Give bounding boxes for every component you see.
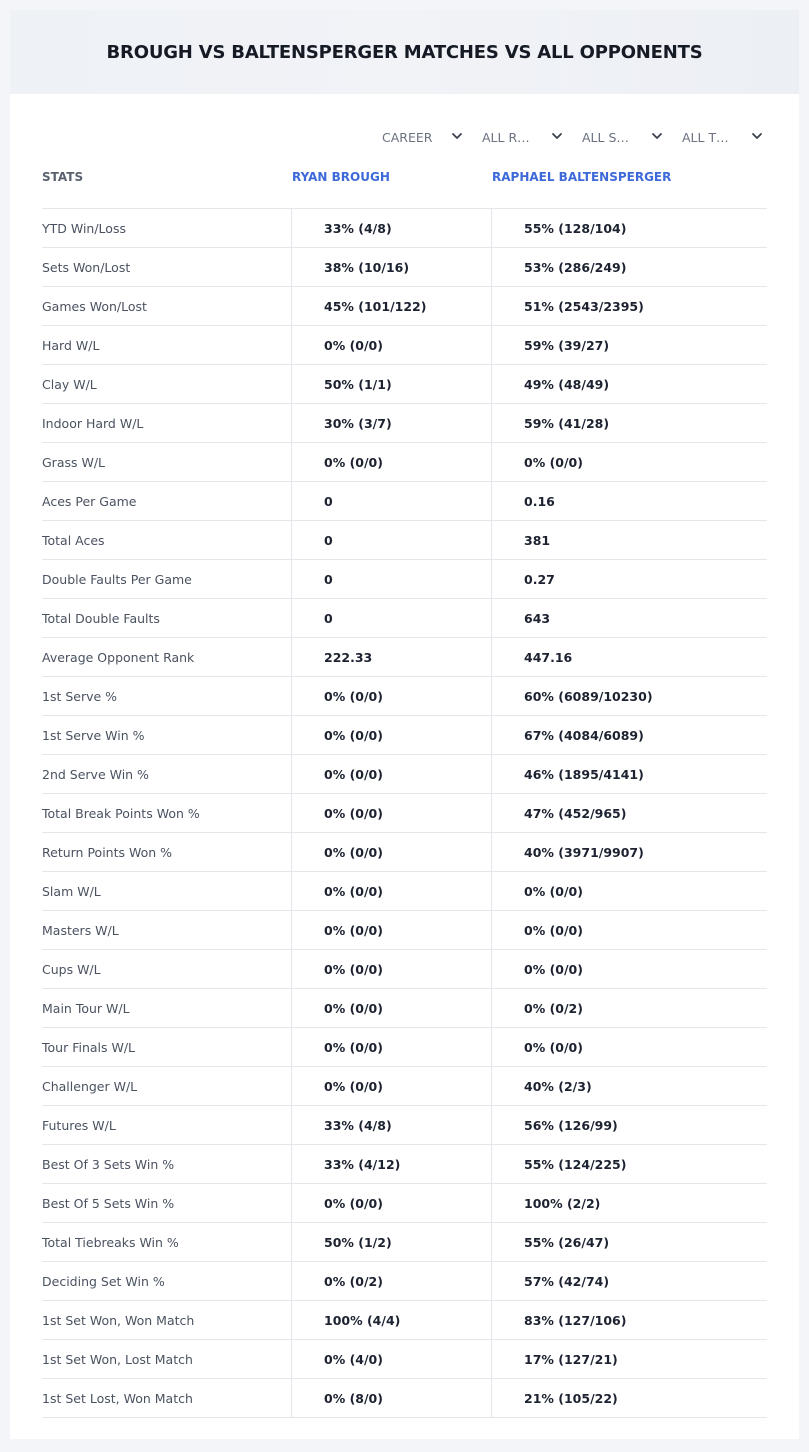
- stat-label: Games Won/Lost: [42, 298, 147, 314]
- player1-value: 33% (4/12): [291, 1145, 491, 1183]
- stats-card: [10, 10, 799, 1439]
- table-row: [42, 794, 767, 833]
- player2-value: 0% (0/0): [491, 872, 767, 910]
- player2-value: 0% (0/0): [491, 1028, 767, 1066]
- stat-label: Main Tour W/L: [42, 1000, 130, 1016]
- table-row: [42, 1301, 767, 1340]
- player2-value: 17% (127/21): [491, 1340, 767, 1378]
- table-row: [42, 248, 767, 287]
- stat-label: Return Points Won %: [42, 844, 173, 860]
- filter-bar: [367, 126, 767, 148]
- table-row: [42, 638, 767, 677]
- stat-label: Masters W/L: [42, 922, 119, 938]
- table-row: [42, 560, 767, 599]
- player1-value: 0% (8/0): [291, 1379, 491, 1417]
- stat-label: Sets Won/Lost: [42, 259, 131, 275]
- table-row: [42, 365, 767, 404]
- filter-dropdown[interactable]: [367, 126, 467, 148]
- player1-value: 38% (10/16): [291, 248, 491, 286]
- filter-dropdown[interactable]: [467, 126, 567, 148]
- chevron-down-icon: [651, 130, 663, 142]
- player1-value: 0: [291, 599, 491, 637]
- stat-label: Total Aces: [42, 532, 105, 548]
- stat-label: 1st Serve %: [42, 688, 118, 704]
- filter-dropdown[interactable]: [567, 126, 667, 148]
- player1-value: 0% (0/0): [291, 677, 491, 715]
- player1-value: 33% (4/8): [291, 1106, 491, 1144]
- stat-label: 1st Set Won, Lost Match: [42, 1351, 193, 1367]
- player2-value: 0% (0/0): [491, 950, 767, 988]
- table-row: [42, 1145, 767, 1184]
- player1-value: 50% (1/2): [291, 1223, 491, 1261]
- player1-value: 222.33: [291, 638, 491, 676]
- player1-value: 0: [291, 560, 491, 598]
- player1-value: 0% (0/0): [291, 443, 491, 481]
- table-row: [42, 1262, 767, 1301]
- player2-value: 67% (4084/6089): [491, 716, 767, 754]
- filter-label: ALL R…: [482, 129, 530, 145]
- player1-value: 0% (0/0): [291, 794, 491, 832]
- table-row: [42, 599, 767, 638]
- player1-value: 0% (0/0): [291, 833, 491, 871]
- stat-label: Aces Per Game: [42, 493, 137, 509]
- table-row: [42, 1379, 767, 1418]
- stat-label: YTD Win/Loss: [42, 220, 126, 236]
- player1-value: 0% (0/0): [291, 989, 491, 1027]
- player2-value: 55% (26/47): [491, 1223, 767, 1261]
- stat-label: Average Opponent Rank: [42, 649, 195, 665]
- stat-label: Total Break Points Won %: [42, 805, 200, 821]
- stat-label: 2nd Serve Win %: [42, 766, 149, 782]
- player2-value: 56% (126/99): [491, 1106, 767, 1144]
- table-row: [42, 950, 767, 989]
- player2-value: 47% (452/965): [491, 794, 767, 832]
- player2-value: 60% (6089/10230): [491, 677, 767, 715]
- chevron-down-icon: [551, 130, 563, 142]
- player2-value: 51% (2543/2395): [491, 287, 767, 325]
- player2-value: 46% (1895/4141): [491, 755, 767, 793]
- player2-value: 40% (3971/9907): [491, 833, 767, 871]
- stat-label: Grass W/L: [42, 454, 106, 470]
- table-row: [42, 989, 767, 1028]
- stat-label: 1st Set Won, Won Match: [42, 1312, 195, 1328]
- player1-value: 0% (0/0): [291, 716, 491, 754]
- column-header-player2[interactable]: RAPHAEL BALTENSPERGER: [492, 170, 672, 184]
- table-row: [42, 404, 767, 443]
- filter-dropdown[interactable]: [667, 126, 767, 148]
- table-row: [42, 833, 767, 872]
- player2-value: 21% (105/22): [491, 1379, 767, 1417]
- table-row: [42, 1106, 767, 1145]
- stat-label: Best Of 5 Sets Win %: [42, 1195, 175, 1211]
- player1-value: 0% (0/0): [291, 911, 491, 949]
- player1-value: 30% (3/7): [291, 404, 491, 442]
- table-row: [42, 521, 767, 560]
- table-row: [42, 287, 767, 326]
- table-row: [42, 1223, 767, 1262]
- stat-label: Slam W/L: [42, 883, 101, 899]
- filter-label: ALL S…: [582, 129, 629, 145]
- player2-value: 57% (42/74): [491, 1262, 767, 1300]
- stat-label: Indoor Hard W/L: [42, 415, 144, 431]
- table-row: [42, 209, 767, 248]
- card-header: [10, 10, 799, 94]
- player2-value: 100% (2/2): [491, 1184, 767, 1222]
- player2-value: 643: [491, 599, 767, 637]
- player1-value: 33% (4/8): [291, 209, 491, 247]
- stat-label: Cups W/L: [42, 961, 101, 977]
- player1-value: 0: [291, 482, 491, 520]
- stat-label: 1st Serve Win %: [42, 727, 145, 743]
- stat-label: Best Of 3 Sets Win %: [42, 1156, 175, 1172]
- table-row: [42, 1067, 767, 1106]
- player2-value: 0% (0/2): [491, 989, 767, 1027]
- player1-value: 0% (0/0): [291, 1028, 491, 1066]
- stats-table: [42, 208, 767, 1418]
- player2-value: 447.16: [491, 638, 767, 676]
- player2-value: 83% (127/106): [491, 1301, 767, 1339]
- stat-label: Futures W/L: [42, 1117, 116, 1133]
- stat-label: Challenger W/L: [42, 1078, 138, 1094]
- player1-value: 0% (0/0): [291, 872, 491, 910]
- player2-value: 55% (128/104): [491, 209, 767, 247]
- table-row: [42, 911, 767, 950]
- player1-value: 0% (0/0): [291, 755, 491, 793]
- stat-label: Total Double Faults: [42, 610, 160, 626]
- chevron-down-icon: [751, 130, 763, 142]
- table-row: [42, 677, 767, 716]
- player2-value: 49% (48/49): [491, 365, 767, 403]
- stat-label: Clay W/L: [42, 376, 97, 392]
- player1-value: 0: [291, 521, 491, 559]
- player2-value: 0% (0/0): [491, 443, 767, 481]
- player1-value: 50% (1/1): [291, 365, 491, 403]
- player2-value: 0% (0/0): [491, 911, 767, 949]
- player2-value: 0.27: [491, 560, 767, 598]
- page-title: BROUGH VS BALTENSPERGER MATCHES VS ALL OPPONENTS: [106, 41, 703, 63]
- player1-value: 0% (0/0): [291, 1184, 491, 1222]
- player1-value: 0% (0/0): [291, 326, 491, 364]
- player1-value: 0% (0/2): [291, 1262, 491, 1300]
- stat-label: 1st Set Lost, Won Match: [42, 1390, 193, 1406]
- filter-label: ALL T…: [682, 129, 729, 145]
- table-row: [42, 1028, 767, 1067]
- chevron-down-icon: [451, 130, 463, 142]
- player1-value: 0% (0/0): [291, 950, 491, 988]
- column-header-player1[interactable]: RYAN BROUGH: [292, 170, 390, 184]
- player1-value: 100% (4/4): [291, 1301, 491, 1339]
- player1-value: 0% (4/0): [291, 1340, 491, 1378]
- player2-value: 55% (124/225): [491, 1145, 767, 1183]
- table-row: [42, 326, 767, 365]
- column-header-stats: STATS: [42, 170, 84, 184]
- stat-label: Double Faults Per Game: [42, 571, 192, 587]
- player1-value: 45% (101/122): [291, 287, 491, 325]
- stat-label: Hard W/L: [42, 337, 100, 353]
- player2-value: 59% (39/27): [491, 326, 767, 364]
- table-row: [42, 755, 767, 794]
- stat-label: Deciding Set Win %: [42, 1273, 165, 1289]
- table-row: [42, 716, 767, 755]
- table-row: [42, 1184, 767, 1223]
- player2-value: 0.16: [491, 482, 767, 520]
- filter-label: CAREER: [382, 129, 433, 145]
- player2-value: 59% (41/28): [491, 404, 767, 442]
- stat-label: Total Tiebreaks Win %: [42, 1234, 179, 1250]
- table-row: [42, 1340, 767, 1379]
- table-row: [42, 443, 767, 482]
- player2-value: 40% (2/3): [491, 1067, 767, 1105]
- table-row: [42, 482, 767, 521]
- player2-value: 53% (286/249): [491, 248, 767, 286]
- player2-value: 381: [491, 521, 767, 559]
- table-row: [42, 872, 767, 911]
- player1-value: 0% (0/0): [291, 1067, 491, 1105]
- stat-label: Tour Finals W/L: [42, 1039, 136, 1055]
